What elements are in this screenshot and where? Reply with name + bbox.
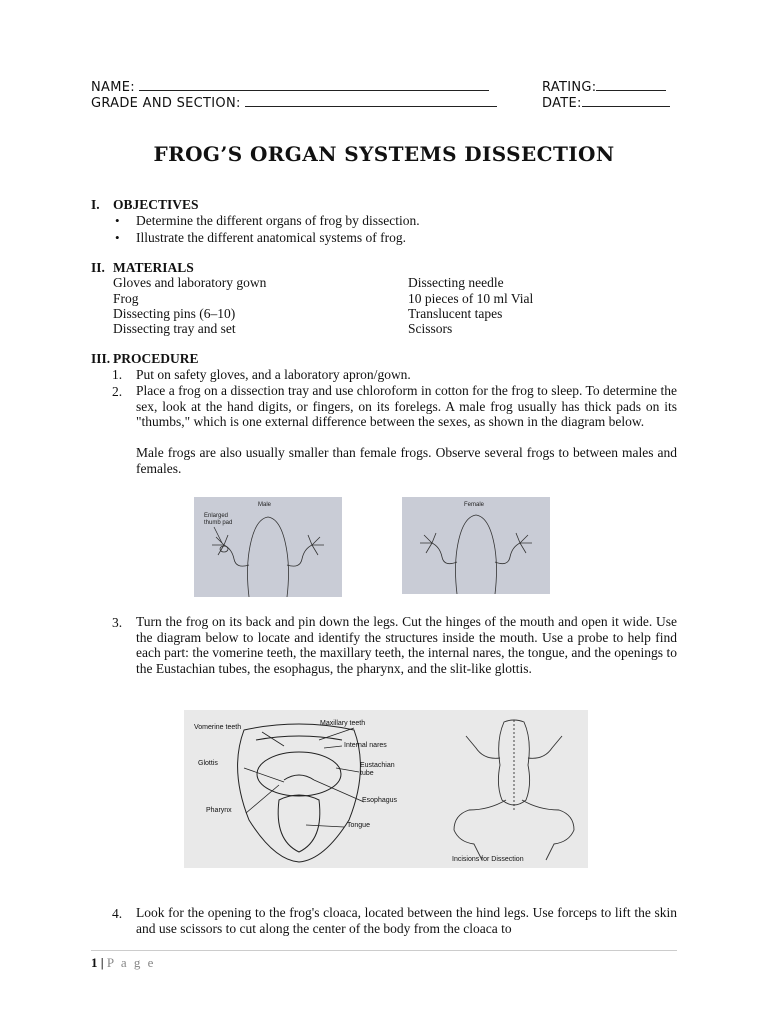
- material-item: Gloves and laboratory gown: [113, 275, 267, 290]
- procedure-step-4: Look for the opening to the frog's cloaca, located between the hind legs. Use forceps to lift the skin and use scissors to cut along the center of the body from the cloaca to: [136, 905, 677, 936]
- step-number: 4.: [112, 906, 123, 921]
- procedure-step-1: Put on safety gloves, and a laboratory apron/gown.: [136, 367, 411, 382]
- female-frog-figure: [402, 497, 550, 594]
- bullet-icon: •: [115, 230, 120, 245]
- mouth-anatomy-figure: [184, 710, 588, 868]
- procedure-step-2: Place a frog on a dissection tray and use chloroform in cotton for the frog to sleep. To determine the sex, look at the hand digits, or fingers, on its forelegs. A male frog usually has thick pads on its "thumbs," which is one external difference between the sexes, as shown in the diagram below.: [136, 383, 677, 429]
- female-label: Female: [464, 502, 485, 508]
- step-number: 1.: [112, 367, 123, 382]
- name-blank: [139, 78, 489, 91]
- objective-item: Illustrate the different anatomical systems of frog.: [136, 230, 407, 245]
- grade-section-field: [91, 94, 497, 111]
- procedure-step-3: Turn the frog on its back and pin down the legs. Cut the hinges of the mouth and open it wide. Use the diagram below to locate and identify the structures inside the mouth. Use a probe to help find each part: the vomerine teeth, the maxillary teeth, the internal nares, the tongue, and the openings to the Eustachian tubes, the esophagus, the pharynx, and the slit-like glottis.: [136, 614, 677, 676]
- material-item: Dissecting tray and set: [113, 321, 236, 336]
- label-vomerine-teeth: Vomerine teeth: [194, 724, 242, 731]
- material-item: Scissors: [408, 321, 453, 336]
- male-frog-figure: [194, 497, 342, 597]
- frog-mouth-illustration: [184, 710, 588, 868]
- male-frog-illustration: [194, 497, 342, 597]
- grade-label: GRADE AND SECTION:: [91, 96, 241, 111]
- label-internal-nares: Internal nares: [344, 742, 387, 749]
- female-frog-illustration: [402, 497, 550, 594]
- label-incisions: Incisions for Dissection: [452, 856, 524, 863]
- rating-field: [542, 78, 666, 95]
- objectives-heading: [91, 197, 199, 213]
- material-item: 10 pieces of 10 ml Vial: [408, 291, 534, 306]
- material-item: Dissecting pins (6–10): [113, 306, 236, 321]
- bullet-icon: •: [115, 213, 120, 228]
- material-item: Translucent tapes: [408, 306, 503, 321]
- procedure-title: PROCEDURE: [113, 351, 199, 366]
- material-item: Dissecting needle: [408, 275, 504, 290]
- materials-title: MATERIALS: [113, 260, 194, 275]
- date-blank: [582, 94, 670, 107]
- label-maxillary-teeth: Maxillary teeth: [320, 720, 366, 727]
- name-field: [91, 78, 489, 95]
- name-label: NAME:: [91, 80, 135, 95]
- procedure-num: III.: [91, 351, 111, 366]
- date-label: DATE:: [542, 96, 582, 111]
- date-field: [542, 94, 670, 111]
- objectives-title: OBJECTIVES: [113, 197, 199, 212]
- label-esophagus: Esophagus: [362, 797, 398, 804]
- rating-label: RATING:: [542, 80, 597, 95]
- page-footer: [91, 955, 155, 971]
- thumb-pad-label: Enlarged thumb pad: [204, 513, 233, 526]
- objectives-num: I.: [91, 197, 100, 212]
- procedure-step-2b: Male frogs are also usually smaller than female frogs. Observe several frogs to between males and females.: [136, 445, 677, 476]
- materials-num: II.: [91, 260, 105, 275]
- grade-blank: [245, 94, 497, 107]
- materials-heading: [91, 260, 194, 276]
- objective-item: Determine the different organs of frog by dissection.: [136, 213, 420, 228]
- page-number: 1 |: [91, 955, 104, 970]
- step-number: 3.: [112, 615, 123, 630]
- step-number: 2.: [112, 384, 123, 399]
- label-tongue: Tongue: [347, 822, 370, 829]
- label-eustachian-tube: Eustachian tube: [360, 762, 395, 777]
- page-word: P a g e: [106, 955, 156, 970]
- footer-rule: [91, 950, 677, 951]
- rating-blank: [596, 78, 666, 91]
- page-title: FROG’S ORGAN SYSTEMS DISSECTION: [153, 142, 615, 166]
- material-item: Frog: [113, 291, 139, 306]
- label-pharynx: Pharynx: [206, 807, 232, 814]
- male-label: Male: [258, 502, 272, 508]
- label-glottis: Glottis: [198, 760, 218, 767]
- procedure-heading: [91, 351, 199, 367]
